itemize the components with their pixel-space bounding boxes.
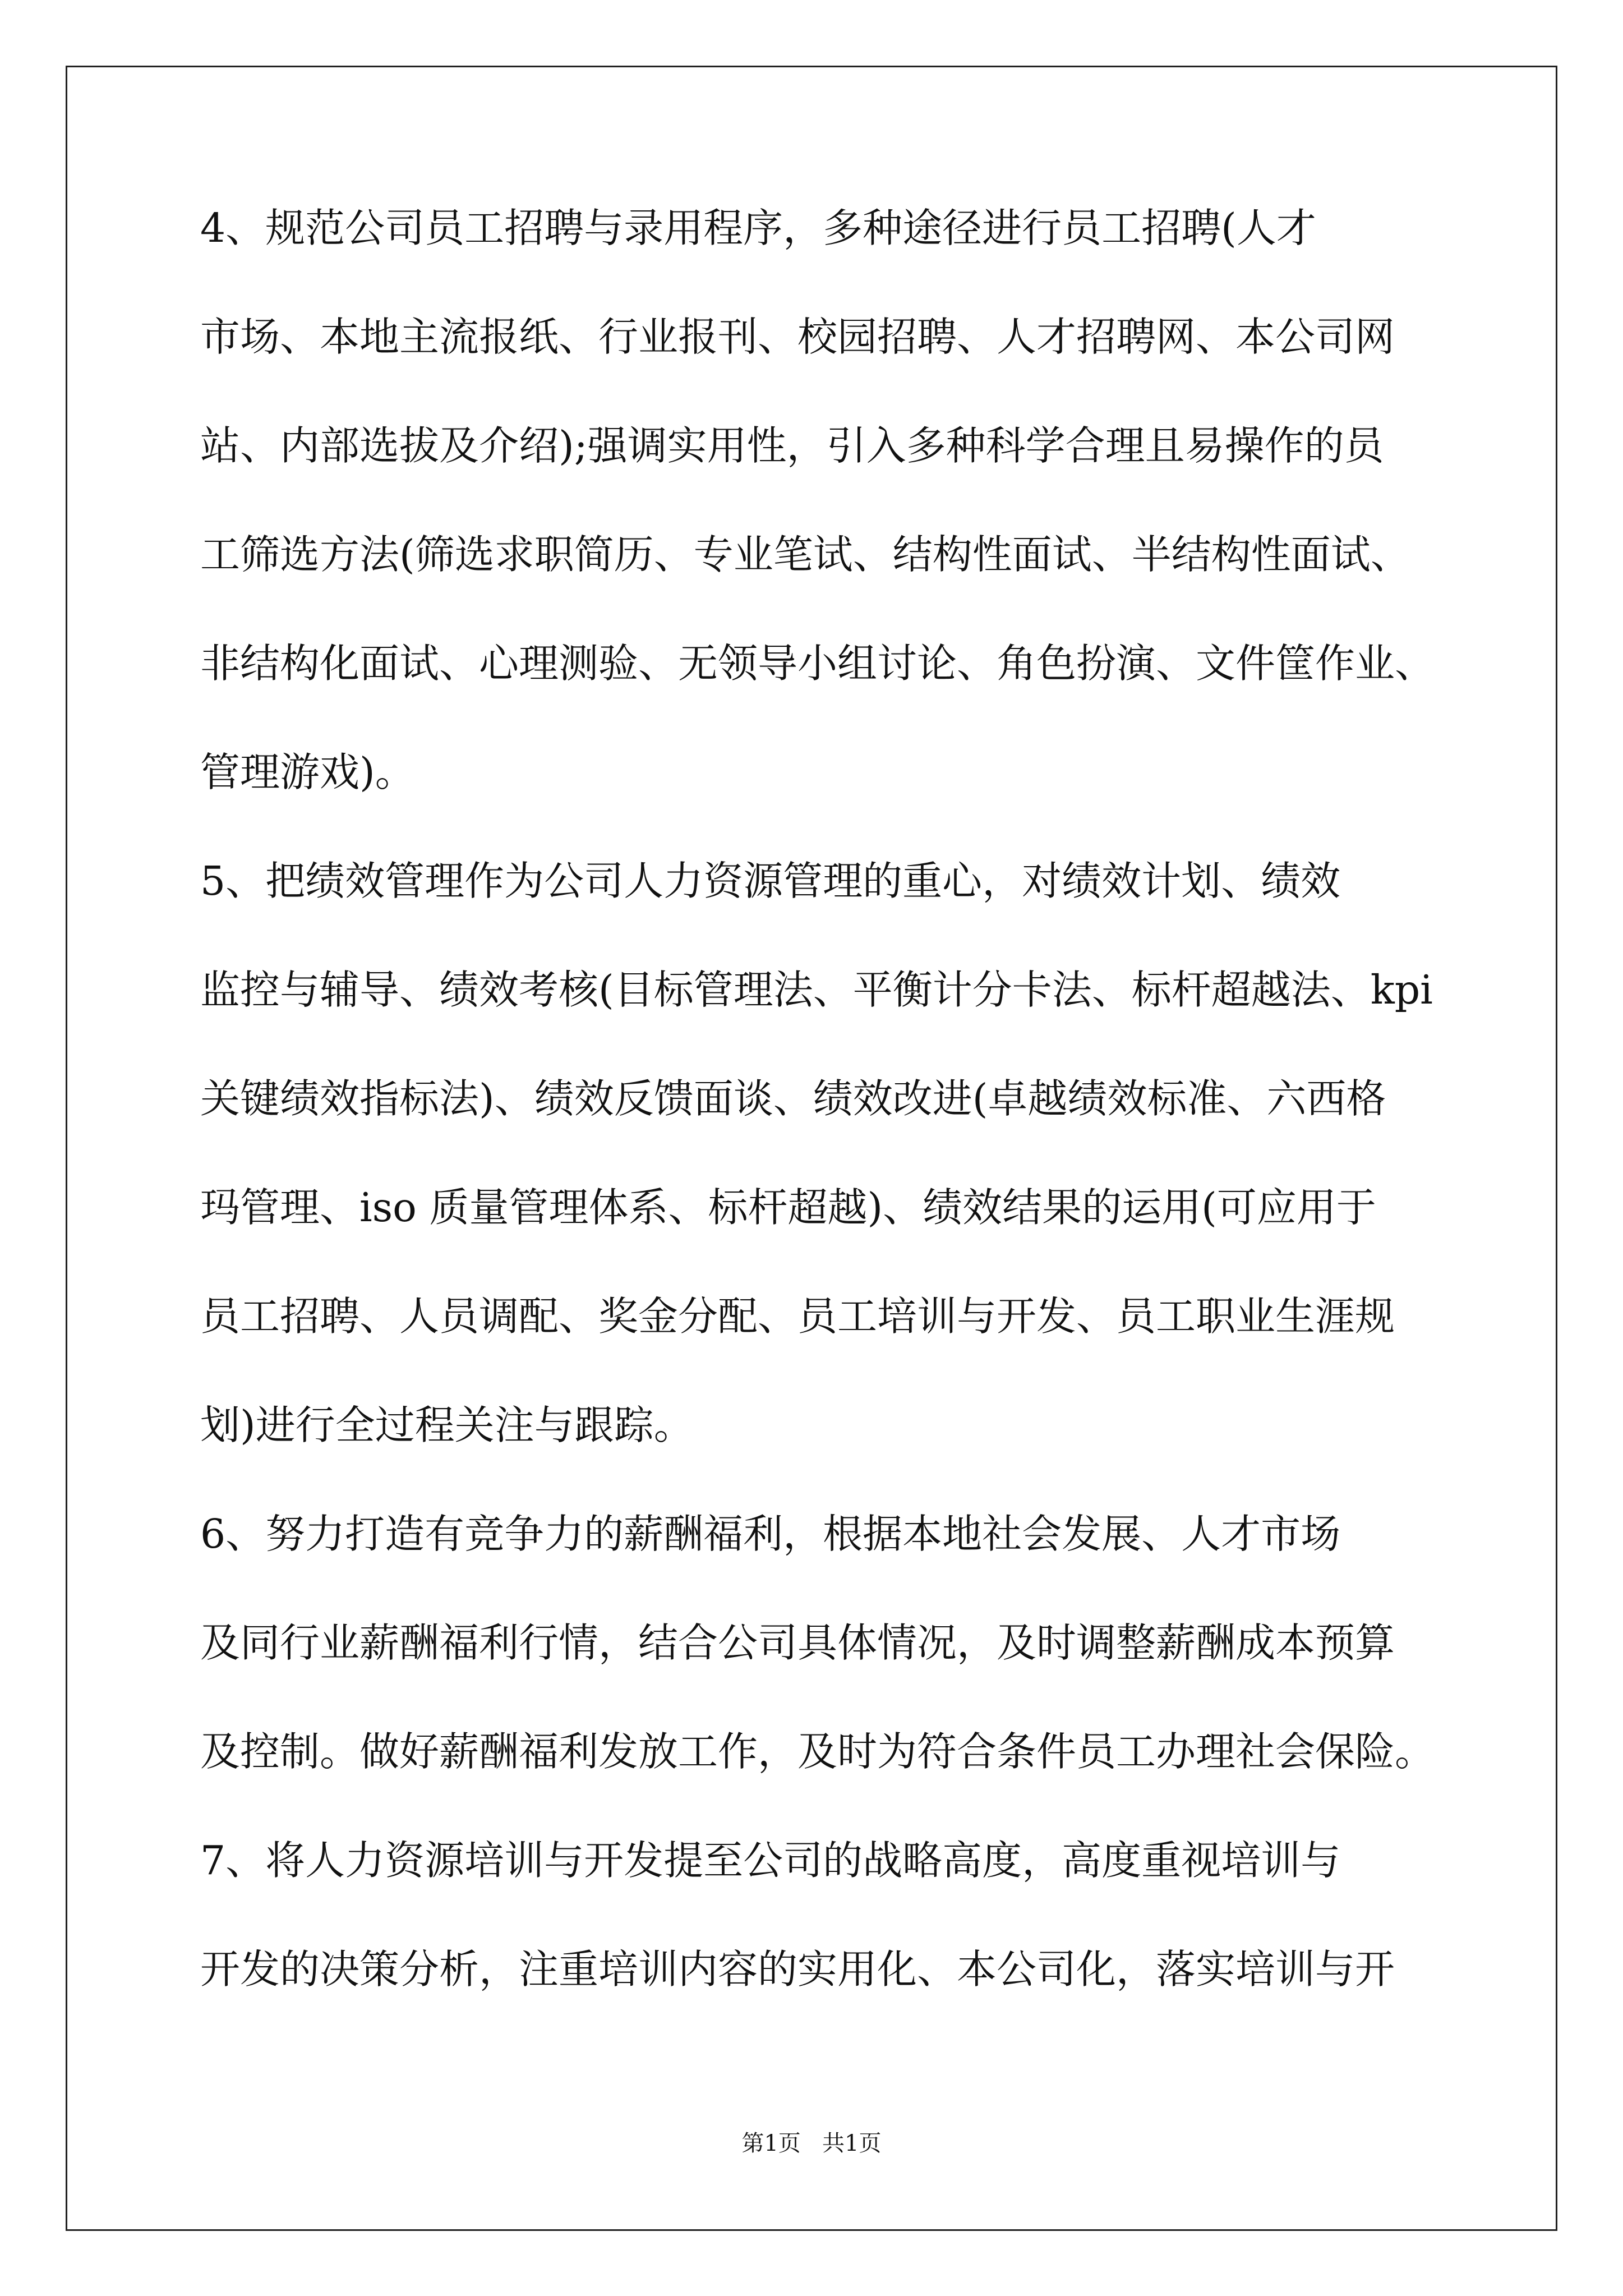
text-line-10: 玛管理、iso 质量管理体系、标杆超越)、绩效结果的运用(可应用于 xyxy=(200,1184,1376,1231)
text-line-11: 员工招聘、人员调配、奖金分配、员工培训与开发、员工职业生涯规 xyxy=(200,1293,1395,1340)
text-line-13: 6、努力打造有竞争力的薪酬福利，根据本地社会发展、人才市场 xyxy=(200,1511,1341,1557)
page-border xyxy=(66,66,1557,2231)
text-line-5: 非结构化面试、心理测验、无领导小组讨论、角色扮演、文件筐作业、 xyxy=(200,640,1435,687)
text-line-1: 4、规范公司员工招聘与录用程序，多种途径进行员工招聘(人才 xyxy=(200,205,1316,251)
text-line-6: 管理游戏)。 xyxy=(200,749,415,795)
text-line-3: 站、内部选拔及介绍);强调实用性，引入多种科学合理且易操作的员 xyxy=(200,422,1384,469)
page-number-footer: 第1页 共1页 xyxy=(741,2131,882,2156)
text-line-7: 5、把绩效管理作为公司人力资源管理的重心，对绩效计划、绩效 xyxy=(200,858,1341,904)
text-line-12: 划)进行全过程关注与跟踪。 xyxy=(200,1402,694,1448)
text-line-15: 及控制。做好薪酬福利发放工作，及时为符合条件员工办理社会保险。 xyxy=(200,1728,1435,1775)
text-line-14: 及同行业薪酬福利行情，结合公司具体情况，及时调整薪酬成本预算 xyxy=(200,1619,1395,1666)
text-line-4: 工筛选方法(筛选求职简历、专业笔试、结构性面试、半结构性面试、 xyxy=(200,531,1410,578)
text-line-2: 市场、本地主流报纸、行业报刊、校园招聘、人才招聘网、本公司网 xyxy=(200,314,1395,360)
text-line-17: 开发的决策分析，注重培训内容的实用化、本公司化，落实培训与开 xyxy=(200,1946,1395,1993)
text-line-9: 关键绩效指标法)、绩效反馈面谈、绩效改进(卓越绩效标准、六西格 xyxy=(200,1075,1386,1122)
text-line-8: 监控与辅导、绩效考核(目标管理法、平衡计分卡法、标杆超越法、kpi xyxy=(200,967,1433,1013)
text-line-16: 7、将人力资源培训与开发提至公司的战略高度，高度重视培训与 xyxy=(200,1837,1341,1884)
